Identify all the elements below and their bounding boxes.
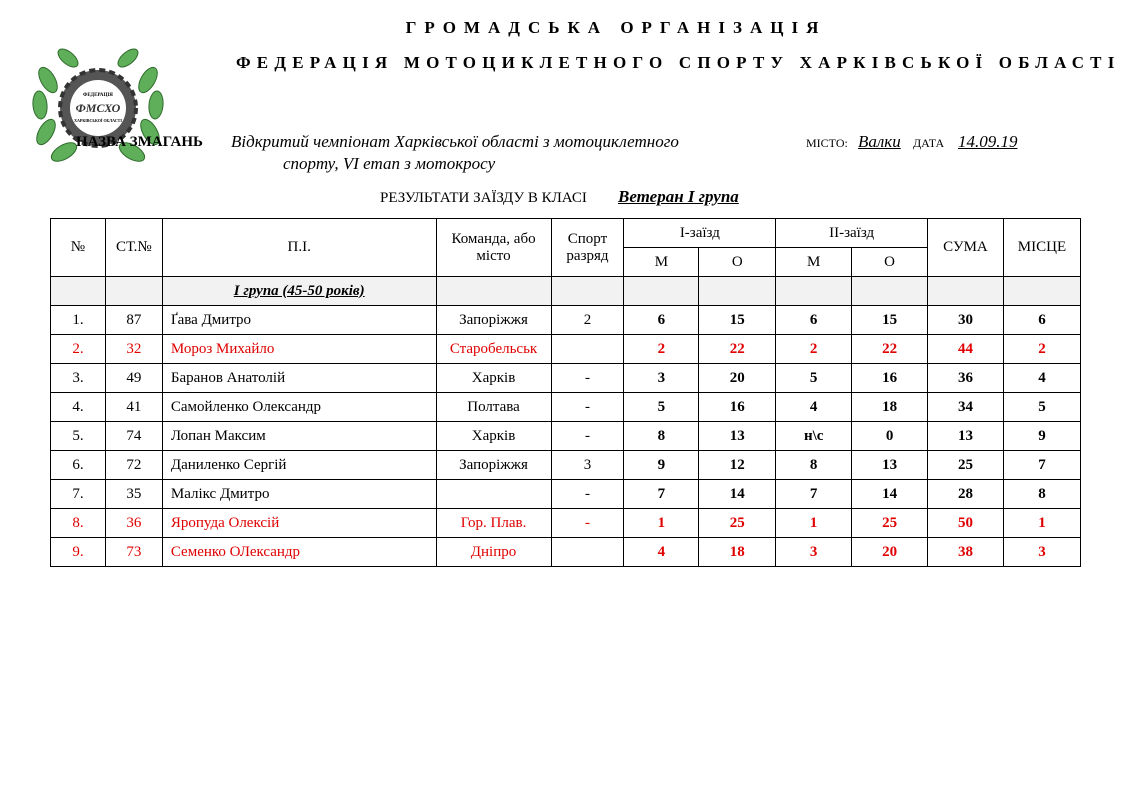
race1-position-cell: 6 bbox=[624, 306, 699, 335]
sum-points-cell: 30 bbox=[928, 306, 1004, 335]
row-number-cell: 2. bbox=[51, 335, 106, 364]
race2-position-cell: 6 bbox=[776, 306, 852, 335]
class-name: Ветеран І група bbox=[618, 187, 739, 206]
start-number-cell: 41 bbox=[105, 393, 162, 422]
sport-rank-cell bbox=[551, 335, 624, 364]
race2-points-cell: 18 bbox=[852, 393, 928, 422]
final-place-cell: 4 bbox=[1003, 364, 1080, 393]
race2-points-cell: 16 bbox=[852, 364, 928, 393]
sport-rank-cell: - bbox=[551, 422, 624, 451]
header-m1: М bbox=[624, 248, 699, 277]
sum-points-cell: 25 bbox=[928, 451, 1004, 480]
final-place-cell: 2 bbox=[1003, 335, 1080, 364]
team-cell: Запоріжжя bbox=[436, 451, 551, 480]
team-cell: Запоріжжя bbox=[436, 306, 551, 335]
table-row bbox=[51, 364, 1081, 393]
header-m2: М bbox=[776, 248, 852, 277]
race2-position-cell: 3 bbox=[776, 538, 852, 567]
start-number-cell: 36 bbox=[105, 509, 162, 538]
results-table bbox=[50, 218, 1081, 567]
table-row bbox=[51, 509, 1081, 538]
final-place-cell: 6 bbox=[1003, 306, 1080, 335]
race1-points-cell: 14 bbox=[699, 480, 776, 509]
sum-points-cell: 34 bbox=[928, 393, 1004, 422]
race1-points-cell: 25 bbox=[699, 509, 776, 538]
sum-points-cell: 38 bbox=[928, 538, 1004, 567]
race2-points-cell: 22 bbox=[852, 335, 928, 364]
race2-position-cell: 8 bbox=[776, 451, 852, 480]
sport-rank-cell: 2 bbox=[551, 306, 624, 335]
race1-position-cell: 8 bbox=[624, 422, 699, 451]
team-cell: Дніпро bbox=[436, 538, 551, 567]
start-number-cell: 32 bbox=[105, 335, 162, 364]
row-number-cell: 3. bbox=[51, 364, 106, 393]
table-row bbox=[51, 451, 1081, 480]
table-row bbox=[51, 335, 1081, 364]
date-value: 14.09.19 bbox=[958, 132, 1018, 151]
start-number-cell: 72 bbox=[105, 451, 162, 480]
table-row bbox=[51, 306, 1081, 335]
race1-position-cell: 5 bbox=[624, 393, 699, 422]
results-label: РЕЗУЛЬТАТИ ЗАЇЗДУ В КЛАСІ bbox=[380, 190, 587, 206]
group-label: І група (45-50 років) bbox=[162, 277, 436, 306]
competition-name-line1: Відкритий чемпіонат Харківської області з мотоциклетного bbox=[231, 132, 679, 151]
race2-position-cell: н\с bbox=[776, 422, 852, 451]
sport-rank-cell: - bbox=[551, 364, 624, 393]
race1-points-cell: 20 bbox=[699, 364, 776, 393]
rider-name-cell: Баранов Анатолій bbox=[162, 364, 436, 393]
race2-position-cell: 5 bbox=[776, 364, 852, 393]
final-place-cell: 8 bbox=[1003, 480, 1080, 509]
race1-points-cell: 15 bbox=[699, 306, 776, 335]
sport-rank-cell: - bbox=[551, 509, 624, 538]
race1-points-cell: 18 bbox=[699, 538, 776, 567]
race1-position-cell: 7 bbox=[624, 480, 699, 509]
rider-name-cell: Мороз Михайло bbox=[162, 335, 436, 364]
race2-points-cell: 0 bbox=[852, 422, 928, 451]
race2-points-cell: 25 bbox=[852, 509, 928, 538]
race1-points-cell: 12 bbox=[699, 451, 776, 480]
group-row bbox=[51, 277, 1081, 306]
final-place-cell: 5 bbox=[1003, 393, 1080, 422]
header-num: № bbox=[51, 219, 106, 277]
start-number-cell: 74 bbox=[105, 422, 162, 451]
race1-points-cell: 13 bbox=[699, 422, 776, 451]
team-cell: Харків bbox=[436, 364, 551, 393]
race1-position-cell: 2 bbox=[624, 335, 699, 364]
federation-title: ФЕДЕРАЦІЯ МОТОЦИКЛЕТНОГО СПОРТУ ХАРКІВСЬКОЇ ОБЛАСТІ bbox=[236, 53, 1121, 72]
start-number-cell: 35 bbox=[105, 480, 162, 509]
header-race1: І-заїзд bbox=[624, 219, 776, 248]
city-value: Валки bbox=[858, 132, 901, 151]
team-cell: Старобельськ bbox=[436, 335, 551, 364]
race2-position-cell: 7 bbox=[776, 480, 852, 509]
final-place-cell: 9 bbox=[1003, 422, 1080, 451]
rider-name-cell: Самойленко Олександр bbox=[162, 393, 436, 422]
sum-points-cell: 44 bbox=[928, 335, 1004, 364]
table-row bbox=[51, 538, 1081, 567]
race1-position-cell: 1 bbox=[624, 509, 699, 538]
race2-points-cell: 14 bbox=[852, 480, 928, 509]
team-cell: Полтава bbox=[436, 393, 551, 422]
svg-text:ФЕДЕРАЦІЯ: ФЕДЕРАЦІЯ bbox=[83, 93, 113, 98]
race2-position-cell: 2 bbox=[776, 335, 852, 364]
row-number-cell: 7. bbox=[51, 480, 106, 509]
header-o2: О bbox=[852, 248, 928, 277]
race1-points-cell: 22 bbox=[699, 335, 776, 364]
sport-rank-cell: - bbox=[551, 393, 624, 422]
header-rank: Спорт разряд bbox=[551, 219, 624, 277]
sum-points-cell: 50 bbox=[928, 509, 1004, 538]
start-number-cell: 73 bbox=[105, 538, 162, 567]
rider-name-cell: Семенко ОЛександр bbox=[162, 538, 436, 567]
rider-name-cell: Лопан Максим bbox=[162, 422, 436, 451]
race2-points-cell: 15 bbox=[852, 306, 928, 335]
header-team: Команда, або місто bbox=[436, 219, 551, 277]
race2-points-cell: 20 bbox=[852, 538, 928, 567]
table-row bbox=[51, 393, 1081, 422]
race2-position-cell: 4 bbox=[776, 393, 852, 422]
svg-text:ХАРКІВСЬКОЇ ОБЛАСТІ: ХАРКІВСЬКОЇ ОБЛАСТІ bbox=[74, 118, 122, 123]
team-cell bbox=[436, 480, 551, 509]
header-sum: СУМА bbox=[928, 219, 1004, 277]
start-number-cell: 87 bbox=[105, 306, 162, 335]
sum-points-cell: 13 bbox=[928, 422, 1004, 451]
race2-points-cell: 13 bbox=[852, 451, 928, 480]
final-place-cell: 3 bbox=[1003, 538, 1080, 567]
header-start-number: СТ.№ bbox=[105, 219, 162, 277]
start-number-cell: 49 bbox=[105, 364, 162, 393]
race2-position-cell: 1 bbox=[776, 509, 852, 538]
row-number-cell: 1. bbox=[51, 306, 106, 335]
header-name: П.І. bbox=[162, 219, 436, 277]
row-number-cell: 4. bbox=[51, 393, 106, 422]
race1-position-cell: 4 bbox=[624, 538, 699, 567]
date-label: ДАТА bbox=[913, 136, 945, 150]
competition-label: НАЗВА ЗМАГАНЬ bbox=[76, 134, 203, 150]
final-place-cell: 7 bbox=[1003, 451, 1080, 480]
sum-points-cell: 28 bbox=[928, 480, 1004, 509]
row-number-cell: 6. bbox=[51, 451, 106, 480]
row-number-cell: 9. bbox=[51, 538, 106, 567]
race1-position-cell: 9 bbox=[624, 451, 699, 480]
org-title: ГРОМАДСЬКА ОРГАНІЗАЦІЯ bbox=[405, 18, 827, 37]
rider-name-cell: Яропуда Олексій bbox=[162, 509, 436, 538]
city-label: МІСТО: bbox=[806, 136, 848, 150]
competition-name-line2: спорту, VI етап з мотокросу bbox=[283, 154, 496, 173]
rider-name-cell: Малікс Дмитро bbox=[162, 480, 436, 509]
header-race2: ІІ-заїзд bbox=[776, 219, 928, 248]
header-o1: О bbox=[699, 248, 776, 277]
team-cell: Гор. Плав. bbox=[436, 509, 551, 538]
sport-rank-cell: - bbox=[551, 480, 624, 509]
rider-name-cell: Ґава Дмитро bbox=[162, 306, 436, 335]
race1-points-cell: 16 bbox=[699, 393, 776, 422]
sport-rank-cell bbox=[551, 538, 624, 567]
table-row bbox=[51, 480, 1081, 509]
team-cell: Харків bbox=[436, 422, 551, 451]
sum-points-cell: 36 bbox=[928, 364, 1004, 393]
table-row bbox=[51, 422, 1081, 451]
final-place-cell: 1 bbox=[1003, 509, 1080, 538]
header-place: МІСЦЕ bbox=[1003, 219, 1080, 277]
race1-position-cell: 3 bbox=[624, 364, 699, 393]
sport-rank-cell: 3 bbox=[551, 451, 624, 480]
rider-name-cell: Даниленко Сергій bbox=[162, 451, 436, 480]
row-number-cell: 5. bbox=[51, 422, 106, 451]
svg-text:ФМСХО: ФМСХО bbox=[75, 101, 121, 115]
row-number-cell: 8. bbox=[51, 509, 106, 538]
